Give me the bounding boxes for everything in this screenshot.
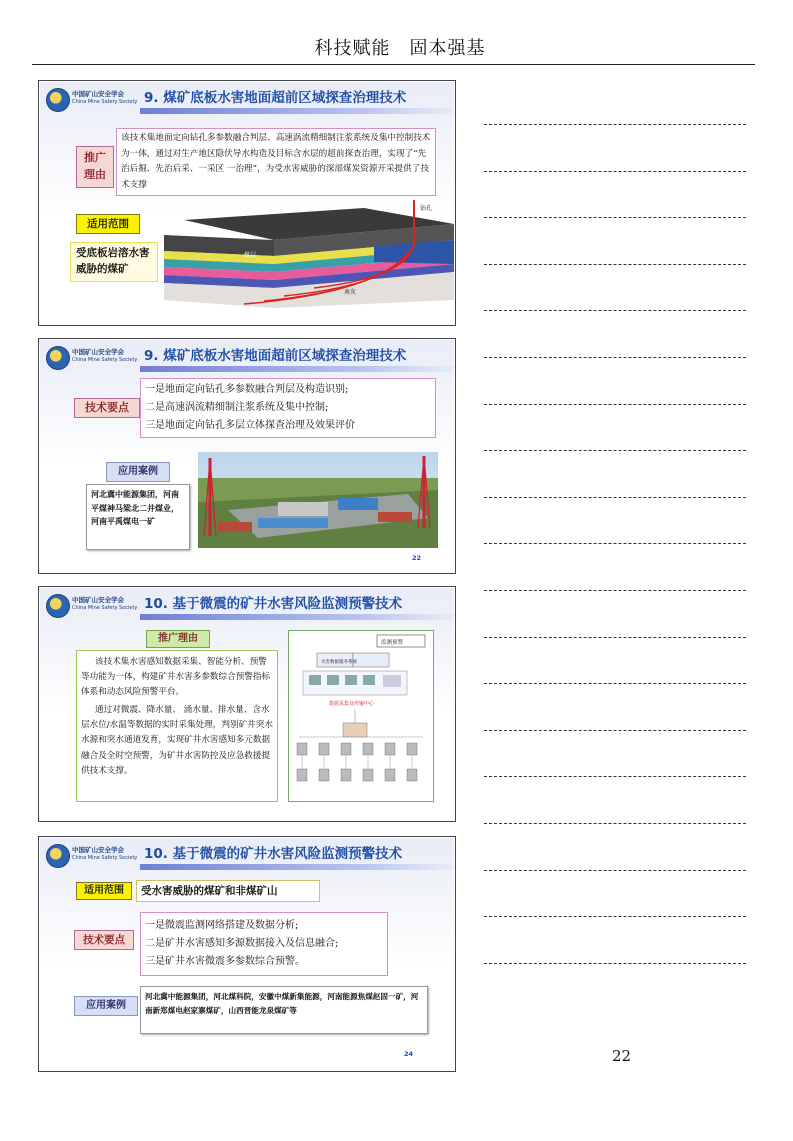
promo-reason-box <box>76 650 278 802</box>
scope-box <box>136 880 320 902</box>
title-bar <box>140 108 454 114</box>
coal-label: 煤层 <box>244 252 257 259</box>
aquifer-label: 奥灰 <box>344 289 357 296</box>
site-photo <box>198 452 438 548</box>
tech-points-box <box>140 912 388 976</box>
note-line <box>484 683 746 684</box>
case-text: 河北冀中能源集团，河南平煤神马梁北二井煤业，河南平禹煤电一矿 <box>91 490 179 526</box>
note-line <box>484 171 746 172</box>
slide-title: 10. 基于微震的矿井水害风险监测预警技术 <box>144 596 403 612</box>
slide-4 <box>38 836 456 1072</box>
note-line <box>484 823 746 824</box>
note-line <box>484 543 746 544</box>
note-line <box>484 124 746 125</box>
logo-text-en: China Mine Safety Society <box>72 855 138 861</box>
note-line <box>484 357 746 358</box>
society-logo <box>46 594 146 618</box>
server-label: 水害数据服务系统 <box>321 660 357 665</box>
note-line <box>484 497 746 498</box>
note-line <box>484 404 746 405</box>
society-logo <box>46 88 146 112</box>
title-bar <box>140 614 454 620</box>
tech-point-1: 一是地面定向钻孔多参数融合判层及构造识别; <box>145 384 349 395</box>
promo-reason-tag: 推广理由 <box>146 630 210 648</box>
slide-1 <box>38 80 456 326</box>
tech-points-box <box>140 378 436 438</box>
page-header-title: 科技赋能 固本强基 <box>314 38 486 59</box>
scope-text: 受底板岩溶水害威胁的煤矿 <box>76 247 150 275</box>
logo-text-cn: 中国矿山安全学会 <box>72 90 124 98</box>
promo-reason-para-2: 通过对微震、降水量、 涌水量、排水量、含水层水位/水温等数据的实时采集处理，判别矿井突水水源和突水通道发育，实现矿井水害感知多元数据融合及全时空预警，为矿井水害防控及应急救援提供技术支撑。 <box>81 705 273 776</box>
slide-title: 10. 基于微震的矿井水害风险监测预警技术 <box>144 846 403 862</box>
note-line <box>484 217 746 218</box>
slide-title: 9. 煤矿底板水害地面超前区域探查治理技术 <box>144 90 407 106</box>
tech-points-tag: 技术要点 <box>74 930 134 950</box>
slide-number: 22 <box>412 554 422 562</box>
tech-point-2: 二是高速涡流精细制注浆系统及集中控制; <box>145 402 329 413</box>
page-number: 22 <box>612 1047 632 1065</box>
note-line <box>484 590 746 591</box>
logo-text-en: China Mine Safety Society <box>72 357 138 363</box>
monitor-label: 监测预警 <box>381 640 404 646</box>
tech-point-3: 三是矿井水害微震多参数综合预警。 <box>145 956 305 967</box>
title-bar <box>140 366 454 372</box>
globe-icon <box>46 594 70 618</box>
slide-3 <box>38 586 456 822</box>
logo-text-en: China Mine Safety Society <box>72 605 138 611</box>
note-line <box>484 730 746 731</box>
scope-tag: 适用范围 <box>76 214 140 234</box>
note-line <box>484 264 746 265</box>
note-line <box>484 776 746 777</box>
system-diagram <box>288 630 434 802</box>
tech-point-2: 二是矿井水害感知多源数据接入及信息融合; <box>145 938 339 949</box>
title-bar <box>140 864 454 870</box>
logo-text-cn: 中国矿山安全学会 <box>72 596 124 604</box>
note-line <box>484 450 746 451</box>
logo-text-en: China Mine Safety Society <box>72 99 138 105</box>
note-line <box>484 310 746 311</box>
case-box <box>86 484 190 550</box>
scope-box <box>70 242 158 282</box>
slide-title: 9. 煤矿底板水害地面超前区域探查治理技术 <box>144 348 407 364</box>
case-text: 河北冀中能源集团，河北煤科院，安徽中煤新集能源，河南能源焦煤赵固一矿，河南新郑煤电赵家寨煤矿，山西晋能龙泉煤矿等 <box>145 992 419 1015</box>
logo-text-cn: 中国矿山安全学会 <box>72 348 124 356</box>
society-logo <box>46 844 146 868</box>
promo-reason-para-1: 该技术集水害感知数据采集、智能分析、预警等功能为一体，构建矿井水害多参数综合预警指标体系和动态风险预警平台。 <box>81 657 271 698</box>
scope-text: 受水害威胁的煤矿和非煤矿山 <box>141 885 278 897</box>
center-label: 数据采集及传输中心 <box>329 701 375 707</box>
note-line <box>484 870 746 871</box>
globe-icon <box>46 346 70 370</box>
note-line <box>484 916 746 917</box>
strata-diagram <box>164 200 454 308</box>
case-box <box>140 986 428 1034</box>
scope-tag: 适用范围 <box>76 882 132 900</box>
tech-point-3: 三是地面定向钻孔多层立体探查治理及效果评价 <box>145 420 355 431</box>
case-tag: 应用案例 <box>106 462 170 482</box>
society-logo <box>46 346 146 370</box>
case-tag: 应用案例 <box>74 996 138 1016</box>
promo-reason-tag: 推广 理由 <box>76 146 114 188</box>
header-rule <box>32 64 755 65</box>
drill-label: 钻孔 <box>420 205 433 212</box>
globe-icon <box>46 88 70 112</box>
tech-points-tag: 技术要点 <box>74 398 140 418</box>
note-line <box>484 963 746 964</box>
globe-icon <box>46 844 70 868</box>
slide-number: 24 <box>404 1050 414 1058</box>
promo-reason-text: 该技术集地面定向钻孔多参数融合判层、高速涡流精细制注浆系统及集中控制技术为一体，通过对生产地区隐伏导水构造及目标含水层的超前探查治理，实现了“先治后掘、先治后采、一采区 一治理”，为受水害威胁的深部煤炭资源开采提供了技术支撑 <box>121 133 431 190</box>
tech-point-1: 一是微震监测网络搭建及数据分析; <box>145 920 299 931</box>
promo-reason-box <box>116 128 436 196</box>
slide-2 <box>38 338 456 574</box>
note-line <box>484 637 746 638</box>
logo-text-cn: 中国矿山安全学会 <box>72 846 124 854</box>
